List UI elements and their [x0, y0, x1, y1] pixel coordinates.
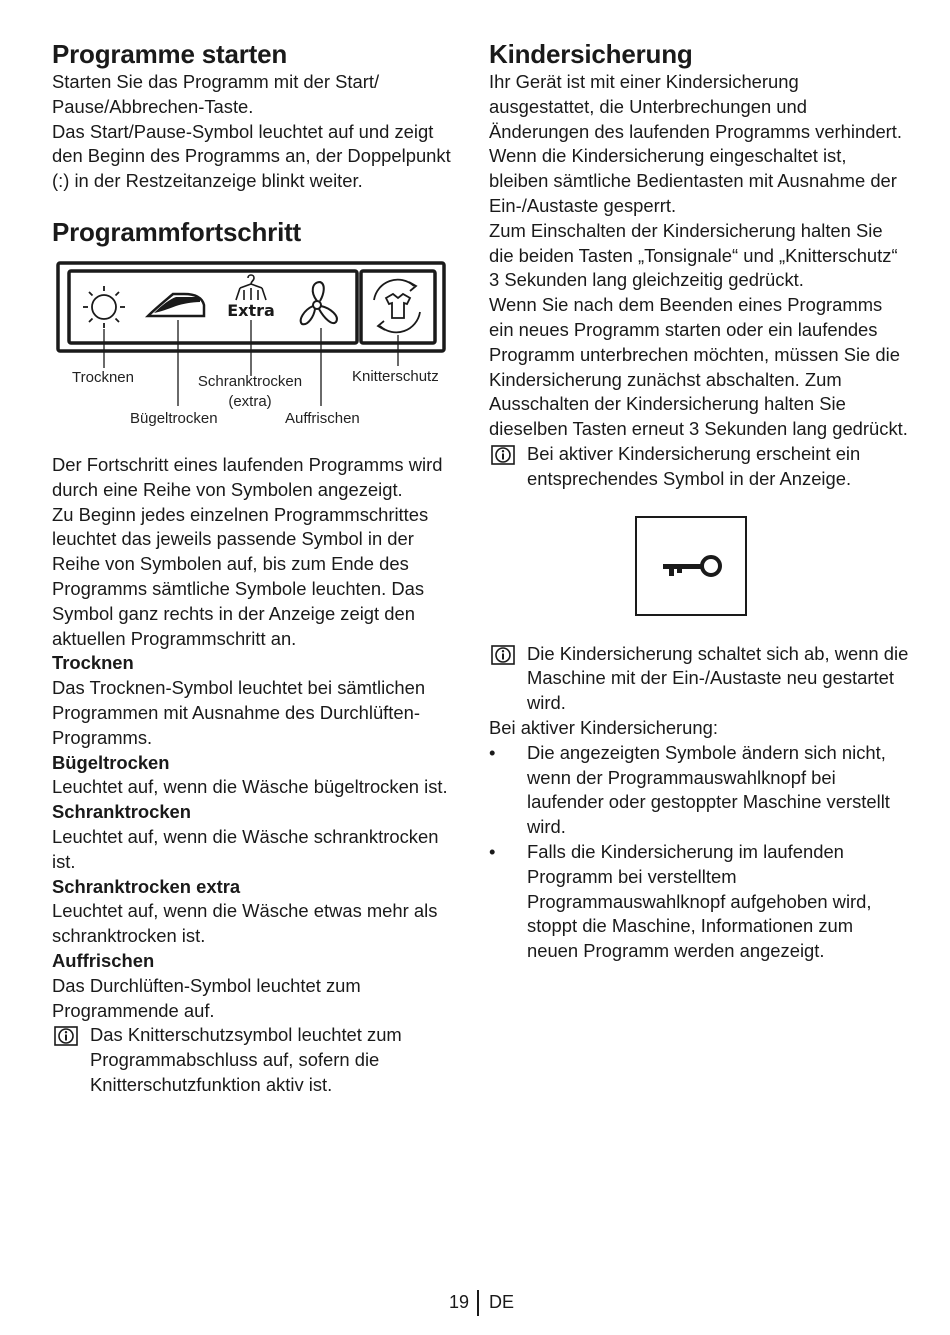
- iron-icon: [148, 294, 204, 316]
- heading-programme-starten: Programme starten: [52, 39, 288, 69]
- paragraph: Zum Einschalten der Kindersicherung halten Sie die beiden Tasten „Tonsignale“ und „Knitterschutz“ 3 Sekunden lang gleichzeitig gedrückt.: [489, 219, 898, 291]
- label-trocknen: Trocknen: [72, 368, 134, 386]
- label-schranktrocken: Schranktrocken: [197, 372, 303, 390]
- shirt-hanger-icon: [236, 275, 266, 300]
- right-column: [489, 38, 909, 964]
- info-note: [52, 1023, 462, 1097]
- note-text: Bei aktiver Kindersicherung erscheint ein entsprechendes Symbol in der Anzeige.: [527, 442, 861, 489]
- label-knitterschutz: Knitterschutz: [352, 367, 439, 385]
- subheading: Bügeltrocken: [52, 751, 170, 773]
- heading-kindersicherung: Kindersicherung: [489, 39, 693, 69]
- paragraph: Zu Beginn jedes einzelnen Programmschrittes leuchtet das jeweils passende Symbol in der Reihe von Symbolen auf, bis zum Ende des Programms sämtliche Symbole leuchten. Das Symbol ganz rechts in der Anzeige zeigt den aktuellen Programmschritt an.: [52, 503, 429, 649]
- info-note: [489, 642, 909, 716]
- paragraph: Starten Sie das Programm mit der Start/ Pause/Abbrechen-Taste.: [52, 71, 380, 117]
- heading-programmfortschritt: Programmfortschritt: [52, 216, 302, 247]
- paragraph: Leuchtet auf, wenn die Wäsche etwas mehr als schranktrocken ist.: [52, 900, 438, 947]
- note-text: Die Kindersicherung schaltet sich ab, wenn die Maschine mit der Ein-/Austaste neu gestartet wird.: [527, 642, 909, 714]
- page-footer: [0, 1290, 950, 1320]
- paragraph: Bei aktiver Kindersicherung:: [489, 716, 718, 738]
- paragraph: Wenn Sie nach dem Beenden eines Programms ein neues Programm starten oder ein laufendes Programm unterbrechen möchten, müssen Sie die Kindersicherung zunächst abschalten. Zum Ausschalten der Kindersicherung halten Sie dieselben Tasten erneut 3 Sekunden lang gedrückt.: [489, 294, 908, 440]
- bullet-marker: •: [489, 840, 496, 862]
- list-item-text: Die angezeigten Symbole ändern sich nicht, wenn der Programmauswahlknopf bei laufender oder gestoppter Maschine verstellt wird.: [527, 741, 890, 838]
- anti-crease-icon: [374, 280, 420, 333]
- subheading: Trocknen: [52, 652, 134, 674]
- info-note: [489, 442, 909, 492]
- info-icon: [54, 1026, 78, 1046]
- left-column: [52, 38, 462, 1098]
- subheading: Auffrischen: [52, 949, 155, 971]
- child-lock-symbol-box: [635, 516, 747, 616]
- list-item-text: Falls die Kindersicherung im laufenden Programm bei verstelltem Programmauswahlknopf aufgehoben wird, stoppt die Maschine, Informationen zum neuen Programm werden angezeigt.: [527, 840, 872, 962]
- label-buegeltrocken: Bügeltrocken: [130, 409, 218, 427]
- fan-icon: [301, 282, 337, 324]
- extra-label: Extra: [227, 300, 275, 320]
- paragraph: Leuchtet auf, wenn die Wäsche schranktrocken ist.: [52, 825, 439, 872]
- paragraph: Leuchtet auf, wenn die Wäsche bügeltrocken ist.: [52, 776, 448, 798]
- key-icon: [661, 552, 725, 582]
- paragraph: Ihr Gerät ist mit einer Kindersicherung ausgestattet, die Unterbrechungen und Änderungen des laufenden Programms verhindert. Wenn die Kindersicherung eingeschaltet ist, bleiben sämtliche Bedientasten mit Ausnahme der Ein-/Austaste gesperrt.: [489, 71, 903, 216]
- progress-display-diagram: [52, 260, 452, 435]
- subheading: Schranktrocken: [52, 801, 192, 823]
- label-schranktrocken-extra: (extra): [228, 392, 272, 410]
- paragraph: Das Trocknen-Symbol leuchtet bei sämtlichen Programmen mit Ausnahme des Durchlüften-Programms.: [52, 677, 426, 748]
- note-text: Das Knitterschutzsymbol leuchtet zum Programmabschluss auf, sofern die Knitterschutzfunktion aktiv ist.: [90, 1024, 402, 1095]
- paragraph: Das Durchlüften-Symbol leuchtet zum Programmende auf.: [52, 974, 361, 1021]
- paragraph: Das Start/Pause-Symbol leuchtet auf und zeigt den Beginn des Programms an, der Doppelpunkt (:) in der Restzeitanzeige blinkt weiter.: [52, 120, 451, 192]
- page-number: 19: [448, 1292, 469, 1312]
- bullet-marker: •: [489, 741, 496, 763]
- info-icon: [491, 445, 515, 465]
- list-item: [489, 741, 909, 840]
- footer-divider: [477, 1290, 479, 1316]
- label-auffrischen: Auffrischen: [285, 409, 360, 427]
- paragraph: Der Fortschritt eines laufenden Programms wird durch eine Reihe von Symbolen angezeigt.: [52, 453, 443, 500]
- list-item: [489, 840, 909, 964]
- subheading: Schranktrocken extra: [52, 875, 241, 897]
- sun-icon: [83, 286, 125, 328]
- language-code: DE: [489, 1292, 515, 1312]
- info-icon: [491, 645, 515, 665]
